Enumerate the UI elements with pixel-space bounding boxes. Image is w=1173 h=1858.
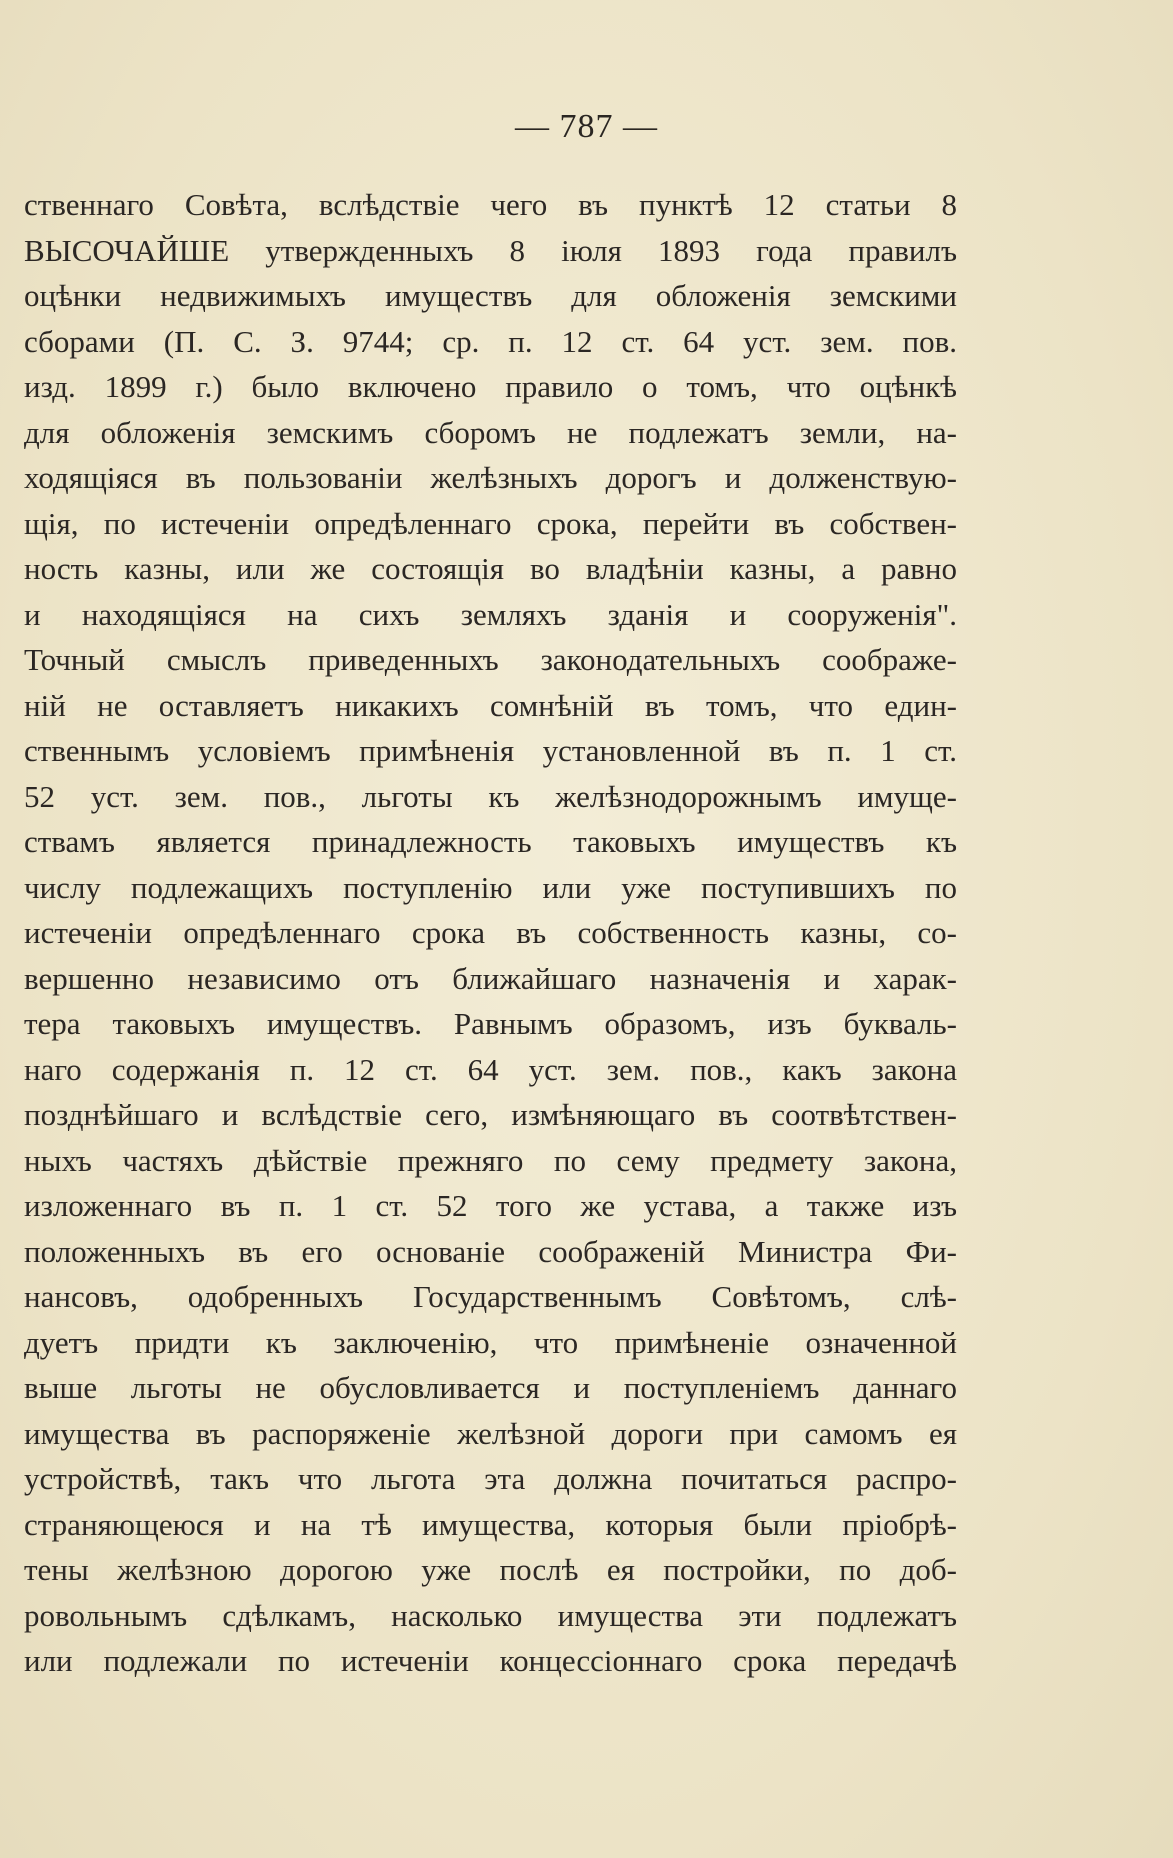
text-line: наго содержанія п. 12 ст. 64 уст. зем. пов., какъ закона: [24, 1051, 957, 1087]
text-line: тера таковыхъ имуществъ. Равнымъ образомъ, изъ букваль-: [24, 1006, 957, 1041]
text-line: выше льготы не обусловливается и поступленіемъ даннаго: [24, 1370, 957, 1405]
text-line: ровольнымъ сдѣлкамъ, насколько имущества эти подлежатъ: [24, 1597, 957, 1633]
text-line: изложеннаго въ п. 1 ст. 52 того же устава, а также изъ: [24, 1188, 957, 1223]
text-line: истеченіи опредѣленнаго срока въ собственность казны, со-: [24, 915, 957, 950]
text-line: щія, по истеченіи опредѣленнаго срока, перейти въ собствен-: [24, 505, 957, 541]
text-line: сборами (П. С. З. 9744; ср. п. 12 ст. 64 уст. зем. пов.: [24, 323, 957, 359]
text-line: ныхъ частяхъ дѣйствіе прежняго по сему предмету закона,: [24, 1142, 957, 1178]
text-line: вершенно независимо отъ ближайшаго назначенія и харак-: [24, 960, 957, 996]
text-line: ВЫСОЧАЙШЕ утвержденныхъ 8 іюля 1893 года правилъ: [24, 232, 957, 268]
text-line: изд. 1899 г.) было включено правило о томъ, что оцѣнкѣ: [24, 369, 957, 404]
text-line: Точный смыслъ приведенныхъ законодательныхъ соображе-: [24, 642, 957, 677]
text-line: для обложенія земскимъ сборомъ не подлежатъ земли, на-: [24, 414, 957, 450]
text-line: числу подлежащихъ поступленію или уже поступившихъ по: [24, 869, 957, 905]
text-line: дуетъ придти къ заключенію, что примѣненіе означенной: [24, 1324, 957, 1360]
text-line: ходящіяся въ пользованіи желѣзныхъ дорогъ и долженствую-: [24, 460, 957, 495]
text-line: ственнаго Совѣта, вслѣдствіе чего въ пунктѣ 12 статьи 8: [24, 187, 957, 222]
text-line: ній не оставляетъ никакихъ сомнѣній въ томъ, что един-: [24, 687, 957, 723]
text-line: оцѣнки недвижимыхъ имуществъ для обложенія земскими: [24, 278, 957, 313]
text-line: и находящіяся на сихъ земляхъ зданія и сооруженія".: [24, 596, 957, 632]
text-line: устройствѣ, такъ что льгота эта должна почитаться распро-: [24, 1461, 957, 1496]
text-line: ственнымъ условіемъ примѣненія установленной въ п. 1 ст.: [24, 733, 957, 768]
text-line: страняющеюся и на тѣ имущества, которыя были пріобрѣ-: [24, 1506, 957, 1542]
text-line: положенныхъ въ его основаніе соображеній Министра Фи-: [24, 1233, 957, 1269]
text-line: тены желѣзною дорогою уже послѣ ея постройки, по доб-: [24, 1552, 957, 1587]
page-number: — 787 —: [515, 108, 658, 145]
text-line: нансовъ, одобренныхъ Государственнымъ Совѣтомъ, слѣ-: [24, 1279, 957, 1314]
text-line: ствамъ является принадлежность таковыхъ имуществъ къ: [24, 824, 957, 859]
text-line: имущества въ распоряженіе желѣзной дороги при самомъ ея: [24, 1415, 957, 1451]
body-text: [24, 182, 957, 1684]
text-line: 52 уст. зем. пов., льготы къ желѣзнодорожнымъ имуще-: [24, 778, 957, 814]
text-line: или подлежали по истеченіи концессіоннаго срока передачѣ: [24, 1643, 957, 1678]
text-line: позднѣйшаго и вслѣдствіе сего, измѣняющаго въ соотвѣтствен-: [24, 1097, 957, 1132]
text-line: ность казны, или же состоящія во владѣніи казны, а равно: [24, 551, 957, 586]
